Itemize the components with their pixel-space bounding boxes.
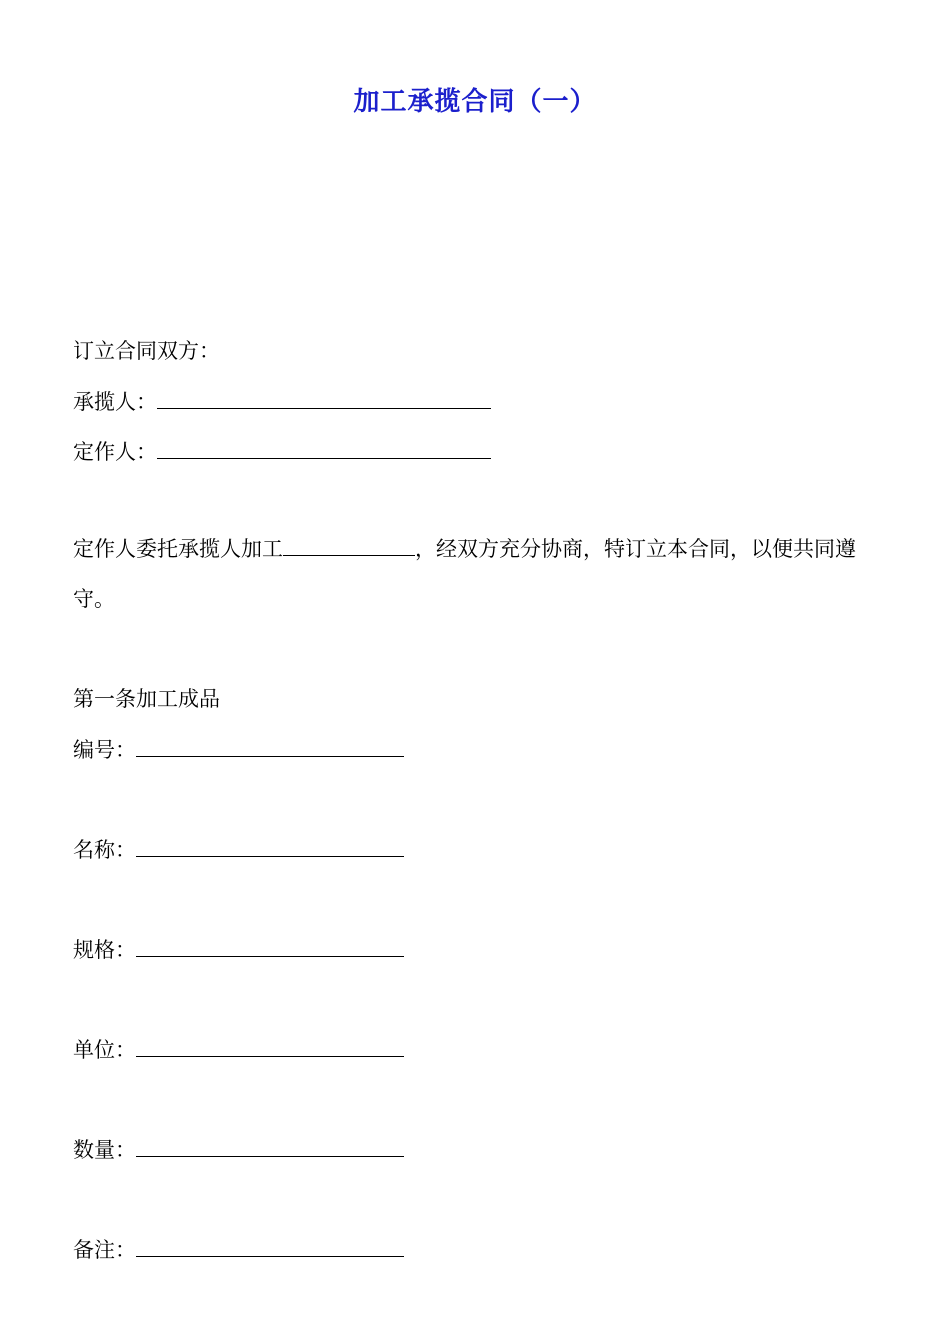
field-spec-blank[interactable] bbox=[136, 934, 404, 957]
client-label: 定作人： bbox=[73, 440, 157, 464]
document-title: 加工承揽合同（一） bbox=[353, 87, 597, 117]
field-unit-blank[interactable] bbox=[136, 1034, 404, 1057]
field-number-row bbox=[73, 734, 404, 765]
parties-intro-label: 订立合同双方： bbox=[73, 339, 220, 363]
field-spec-label: 规格： bbox=[73, 938, 136, 962]
field-name-row bbox=[73, 834, 404, 865]
field-quantity-row bbox=[73, 1134, 404, 1165]
client-row bbox=[73, 436, 491, 467]
client-blank[interactable] bbox=[157, 436, 491, 459]
field-unit-label: 单位： bbox=[73, 1038, 136, 1062]
field-remarks-blank[interactable] bbox=[136, 1234, 404, 1257]
field-name-label: 名称： bbox=[73, 838, 136, 862]
article1-heading bbox=[73, 684, 220, 714]
parties-intro bbox=[73, 336, 220, 366]
purpose-text-before: 定作人委托承揽人加工 bbox=[73, 537, 283, 561]
contractor-label: 承揽人： bbox=[73, 390, 157, 414]
purpose-text-after: ，经双方充分协商，特订立本合同，以便共同遵守。 bbox=[73, 537, 856, 611]
field-unit-row bbox=[73, 1034, 404, 1065]
field-spec-row bbox=[73, 934, 404, 965]
field-remarks-label: 备注： bbox=[73, 1238, 136, 1262]
field-quantity-blank[interactable] bbox=[136, 1134, 404, 1157]
contractor-row bbox=[73, 386, 491, 417]
field-remarks-row bbox=[73, 1234, 404, 1265]
article1-heading-text: 第一条加工成品 bbox=[73, 687, 220, 711]
field-quantity-label: 数量： bbox=[73, 1138, 136, 1162]
field-name-blank[interactable] bbox=[136, 834, 404, 857]
field-number-label: 编号： bbox=[73, 738, 136, 762]
purpose-blank[interactable] bbox=[283, 533, 415, 556]
purpose-paragraph bbox=[73, 524, 883, 624]
contractor-blank[interactable] bbox=[157, 386, 491, 409]
field-number-blank[interactable] bbox=[136, 734, 404, 757]
